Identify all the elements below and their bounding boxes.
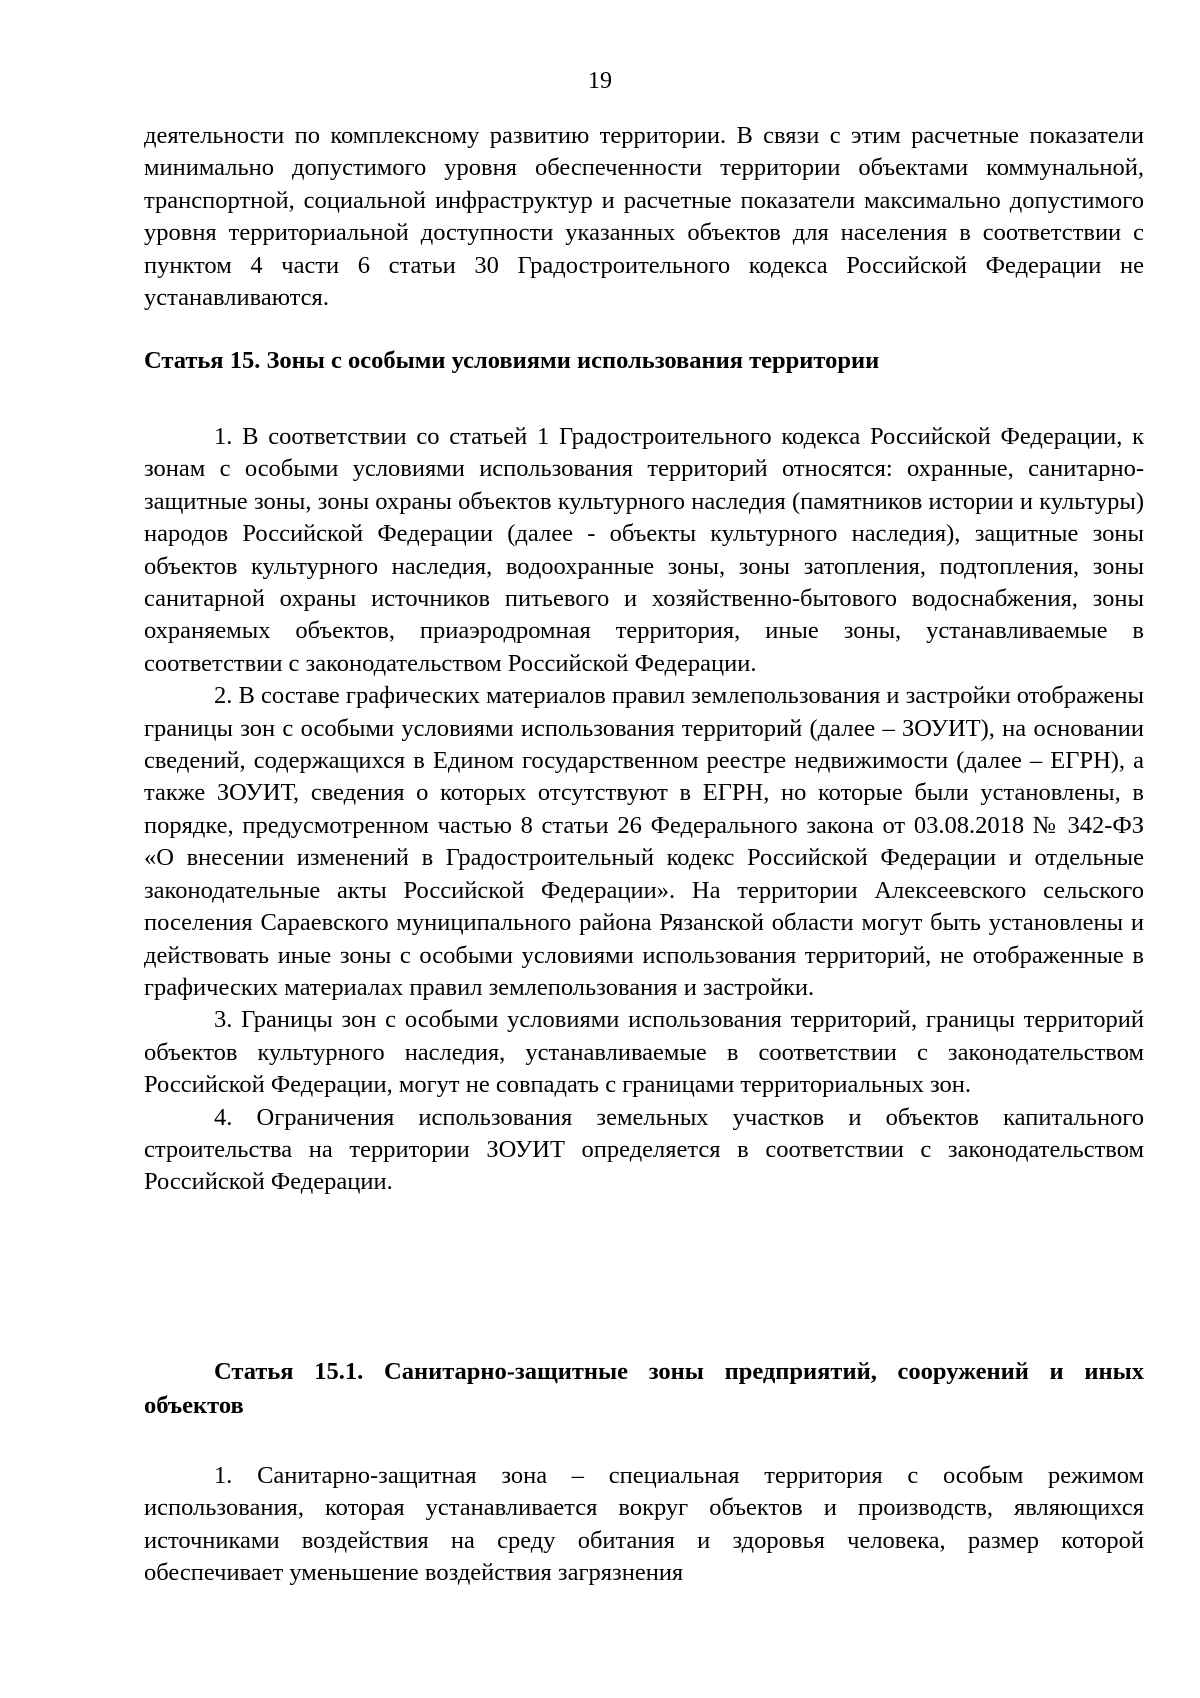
article-15-1-title: Статья 15.1. Санитарно-защитные зоны предприятий, сооружений и иных объектов	[144, 1358, 1144, 1419]
article-15-paragraph-2: 2. В составе графических материалов правил землепользования и застройки отображены границы зон с особыми условиями использования территорий (далее – ЗОУИТ), на основании сведений, содержащихся в Едином государственном реестре недвижимости (далее – ЕГРН), а также ЗОУИТ, сведения о которых отсутствуют в ЕГРН, но которые были установлены, в порядке, предусмотренном частью 8 статьи 26 Федерального закона от 03.08.2018 № 342-ФЗ «О внесении изменений в Градостроительный кодекс Российской Федерации и отдельные законодательные акты Российской Федерации». На территории Алексеевского сельского поселения Сараевского муниципального района Рязанской области могут быть установлены и действовать иные зоны с особыми условиями использования территорий, не отображенные в графических материалах правил землепользования и застройки.	[144, 682, 1144, 1001]
article-15-1-paragraph-1: 1. Санитарно-защитная зона – специальная территория с особым режимом использования, которая устанавливается вокруг объектов и производств, являющихся источниками воздействия на среду обитания и здоровья человека, размер которой обеспечивает уменьшение воздействия загрязнения	[144, 1462, 1144, 1587]
article-15-paragraph-4: 4. Ограничения использования земельных участков и объектов капитального строительства на территории ЗОУИТ определяется в соответствии с законодательством Российской Федерации.	[144, 1103, 1144, 1196]
article-15-1-heading-block	[144, 1355, 1144, 1423]
page-number: 19	[588, 68, 612, 94]
article-15-paragraph-3: 3. Границы зон с особыми условиями использования территорий, границы территорий объектов культурного наследия, устанавливаемые в соответствии с законодательством Российской Федерации, могут не совпадать с границами территориальных зон.	[144, 1006, 1144, 1099]
article-15-heading-block	[144, 344, 1144, 378]
article-15-body	[144, 421, 1144, 1199]
article-15-1-body	[144, 1460, 1144, 1590]
article-15-title: Статья 15. Зоны с особыми условиями использования территории	[144, 347, 880, 374]
intro-paragraph: деятельности по комплексному развитию территории. В связи с этим расчетные показатели минимально допустимого уровня обеспеченности территории объектами коммунальной, транспортной, социальной инфраструктур и расчетные показатели максимально допустимого уровня территориальной доступности указанных объектов для населения в соответствии с пунктом 4 части 6 статьи 30 Градостроительного кодекса Российской Федерации не устанавливаются.	[144, 122, 1144, 312]
intro-block	[144, 120, 1144, 314]
article-15-paragraph-1: 1. В соответствии со статьей 1 Градостроительного кодекса Российской Федерации, к зонам с особыми условиями использования территорий относятся: охранные, санитарно-защитные зоны, зоны охраны объектов культурного наследия (памятников истории и культуры) народов Российской Федерации (далее - объекты культурного наследия), защитные зоны объектов культурного наследия, водоохранные зоны, зоны затопления, подтопления, зоны санитарной охраны источников питьевого и хозяйственно-бытового водоснабжения, зоны охраняемых объектов, приаэродромная территория, иные зоны, устанавливаемые в соответствии с законодательством Российской Федерации.	[144, 423, 1144, 677]
